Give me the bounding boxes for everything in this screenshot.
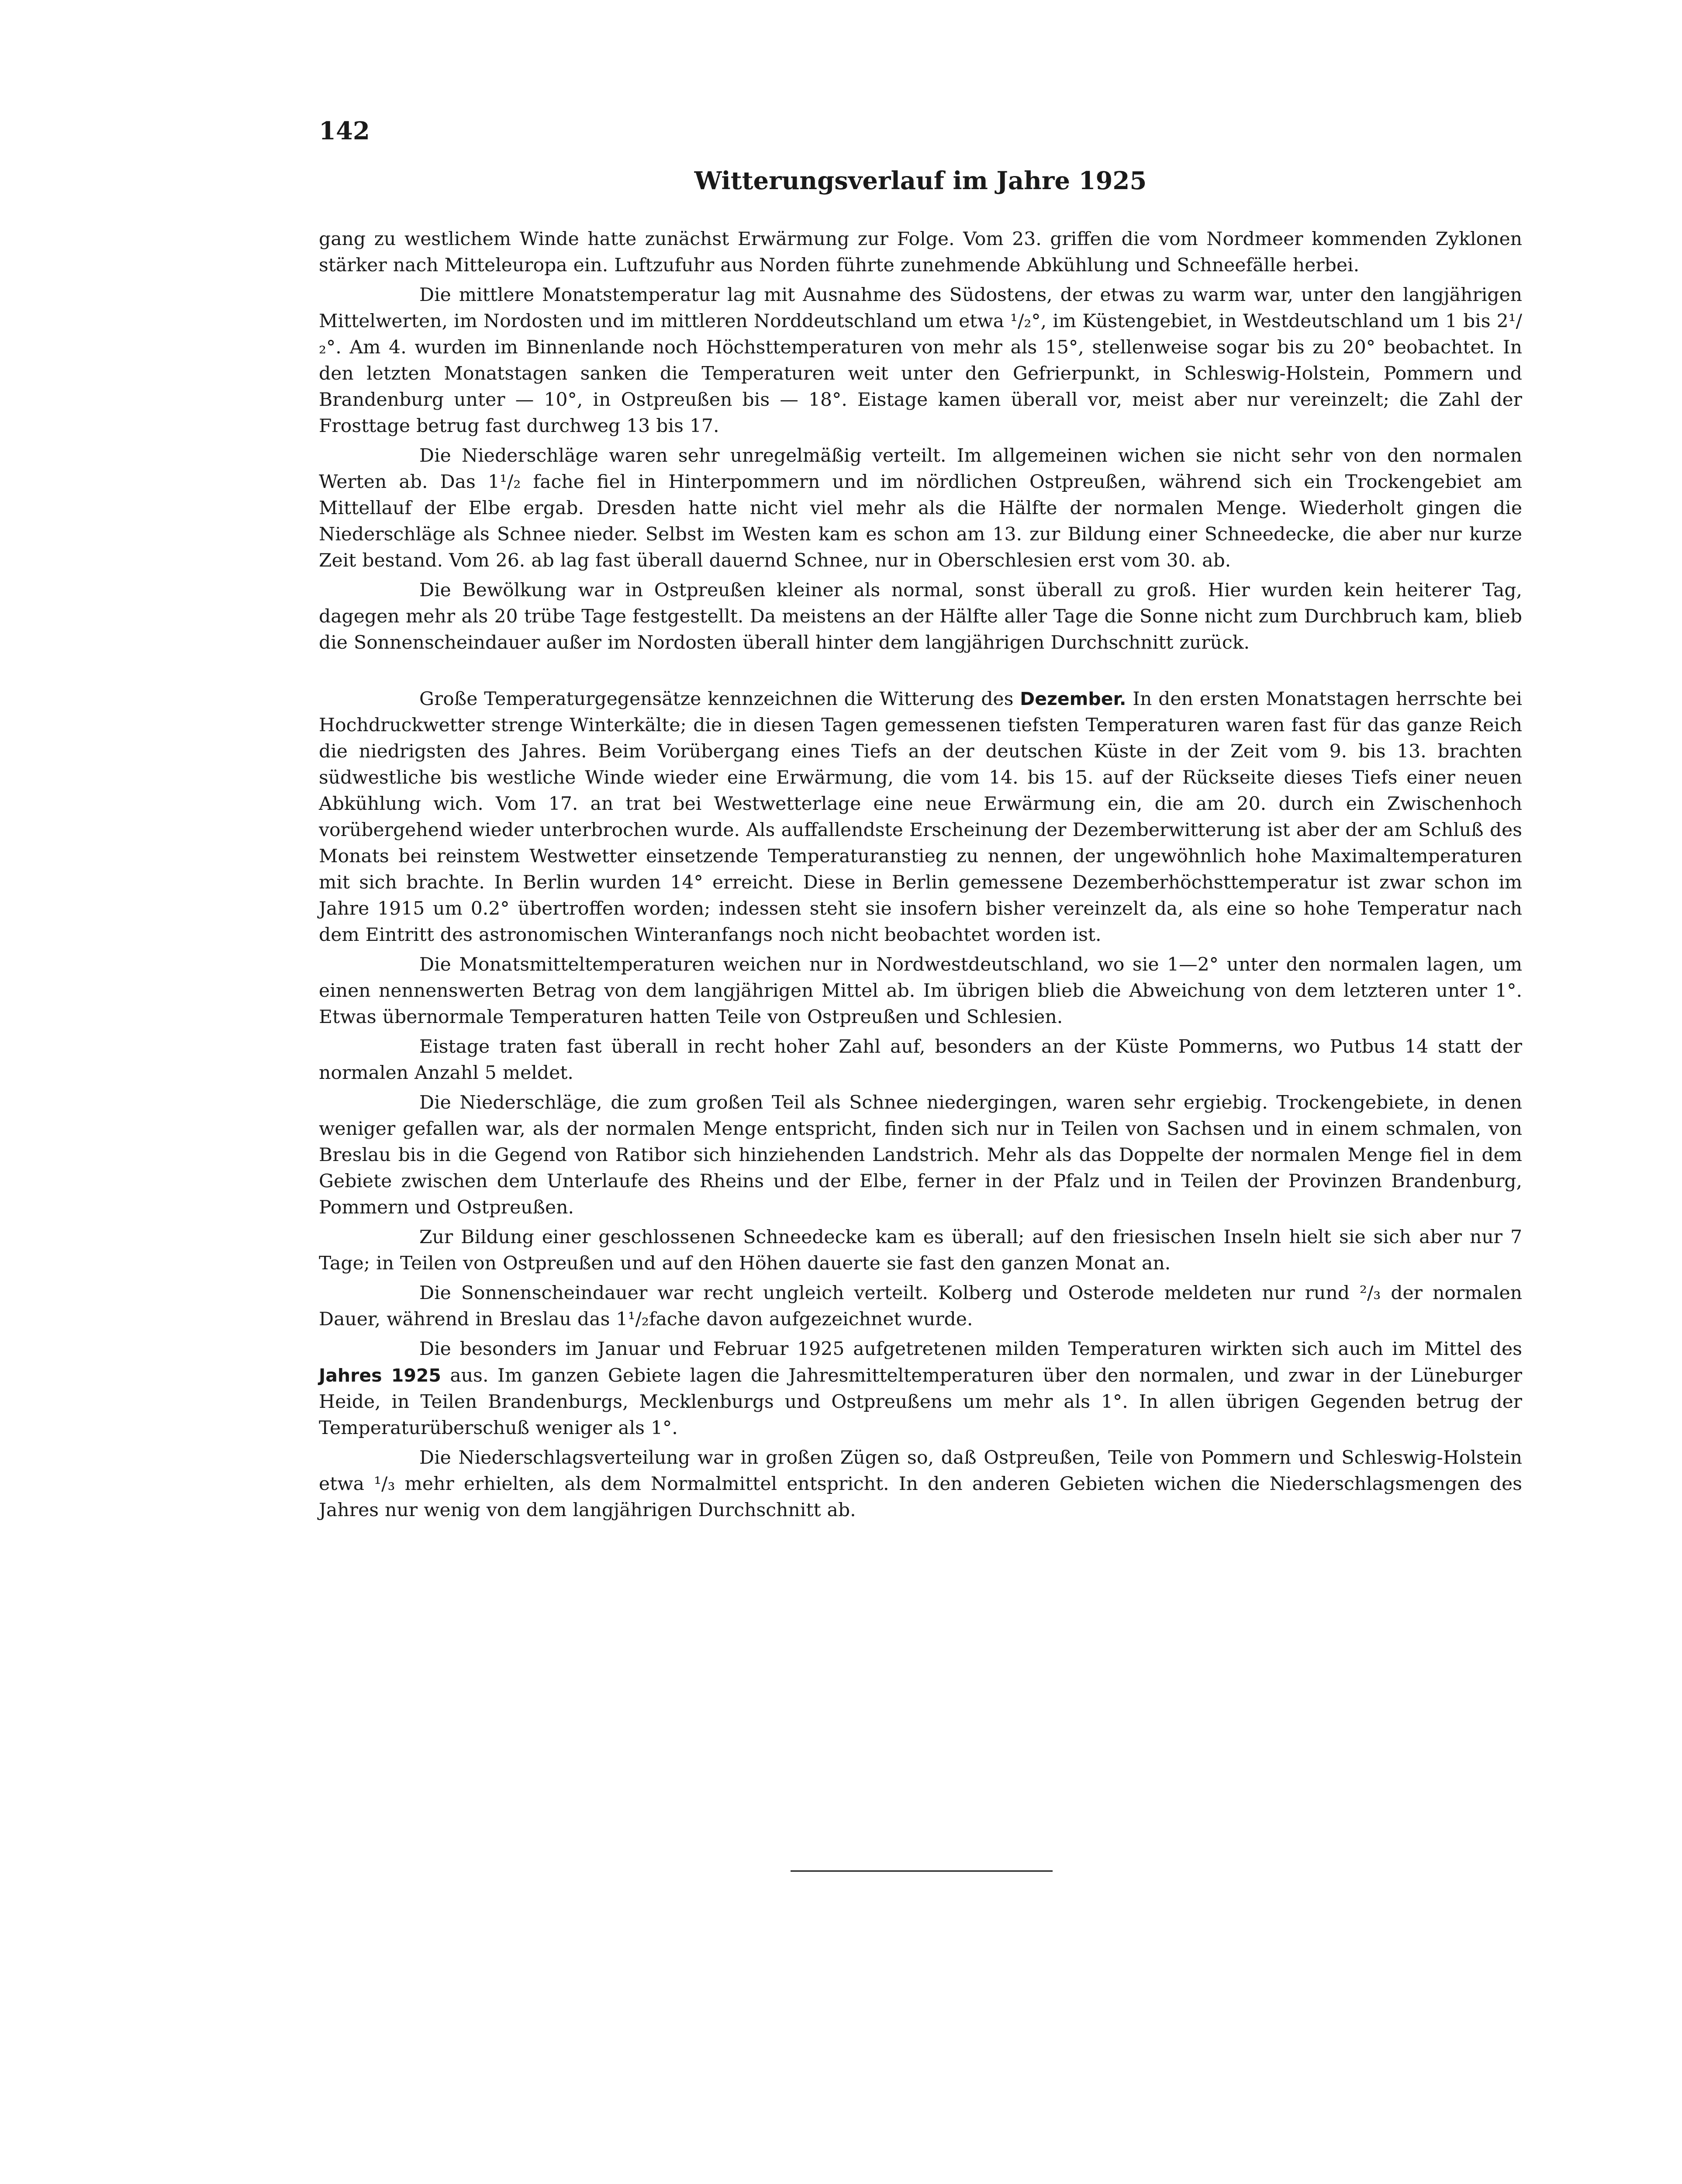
paragraph: Die Niederschlagsverteilung war in großen Zügen so, daß Ostpreußen, Teile von Pommern und Schleswig-Holstein etwa ¹/₃ mehr erhielten, als dem Normalmittel entspricht. In den anderen Gebieten wichen die Niederschlagsmengen des Jahres nur wenig von dem langjährigen Durchschnitt ab. (319, 1447, 1522, 1521)
paragraph: Die Sonnenscheindauer war recht ungleich verteilt. Kolberg und Osterode meldeten nur rund ²/₃ der normalen Dauer, während in Breslau das 1¹/₂fache davon aufgezeichnet wurde. (319, 1282, 1522, 1330)
paragraph-december (319, 686, 1522, 948)
paragraph: Eistage traten fast überall in recht hoher Zahl auf, besonders an der Küste Pommerns, wo Putbus 14 statt der normalen Anzahl 5 meldet. (319, 1036, 1522, 1084)
month-heading-dezember: Dezember. (1020, 688, 1126, 709)
paragraph-text: Große Temperaturgegensätze kennzeichnen die Witterung des (419, 688, 1020, 710)
paragraph-text: Die besonders im Januar und Februar 1925 aufgetretenen milden Temperaturen wirkten sich auch im Mittel des (419, 1338, 1522, 1360)
paragraph-text: In den ersten Monatstagen herrschte bei Hochdruckwetter strenge Winterkälte; die in diesen Tagen gemessenen tiefsten Temperaturen waren fast für das ganze Reich die niedrigsten des Jahres. Beim Vorübergang eines Tiefs an der deutschen Küste in der Zeit vom 9. bis 13. brachten südwestliche bis westliche Winde wieder eine Erwärmung, die vom 14. bis 15. auf der Rückseite dieses Tiefs einer neuen Abkühlung wich. Vom 17. an trat bei Westwetterlage eine neue Erwärmung ein, die am 20. durch ein Zwischenhoch vorübergehend wieder unterbrochen wurde. Als auffallendste Erscheinung der Dezemberwitterung ist aber der am Schluß des Monats bei reinstem Westwetter einsetzende Temperaturanstieg zu nennen, der ungewöhnlich hohe Maximaltemperaturen mit sich brachte. In Berlin wurden 14° erreicht. Diese in Berlin gemessene Dezemberhöchsttemperatur ist zwar schon im Jahre 1915 um 0.2° übertroffen worden; indessen steht sie insofern bisher vereinzelt da, als eine so hohe Temperatur nach dem Eintritt des astronomischen Winteranfangs noch nicht beobachtet worden ist. (319, 688, 1522, 946)
body-text (319, 226, 1522, 1527)
paragraph: gang zu westlichem Winde hatte zunächst Erwärmung zur Folge. Vom 23. griffen die vom Nordmeer kommenden Zyklonen stärker nach Mitteleuropa ein. Luftzufuhr aus Norden führte zunehmende Abkühlung und Schneefälle herbei. (319, 228, 1522, 276)
paragraph: Zur Bildung einer geschlossenen Schneedecke kam es überall; auf den friesischen Inseln hielt sie sich aber nur 7 Tage; in Teilen von Ostpreußen und auf den Höhen dauerte sie fast den ganzen Monat an. (319, 1227, 1522, 1274)
page-title: Witterungsverlauf im Jahre 1925 (694, 166, 1147, 195)
paragraph: Die Bewölkung war in Ostpreußen kleiner als normal, sonst überall zu groß. Hier wurden kein heiterer Tag, dagegen mehr als 20 trübe Tage festgestellt. Da meistens an der Hälfte aller Tage die Sonne nicht zum Durchbruch kam, blieb die Sonnenscheindauer außer im Nordosten überall hinter dem langjährigen Durchschnitt zurück. (319, 580, 1522, 653)
page-number: 142 (319, 117, 370, 145)
paragraph: Die Niederschläge waren sehr unregelmäßig verteilt. Im allgemeinen wichen sie nicht sehr von den normalen Werten ab. Das 1¹/₂ fache fiel in Hinterpommern und im nördlichen Ostpreußen, während sich ein Trockengebiet am Mittellauf der Elbe ergab. Dresden hatte nicht viel mehr als die Hälfte der normalen Menge. Wiederholt gingen die Niederschläge als Schnee nieder. Selbst im Westen kam es schon am 13. zur Bildung einer Schneedecke, die aber nur kurze Zeit bestand. Vom 26. ab lag fast überall dauernd Schnee, nur in Oberschlesien erst vom 30. ab. (319, 445, 1522, 571)
paragraph: Die Niederschläge, die zum großen Teil als Schnee niedergingen, waren sehr ergiebig. Trockengebiete, in denen weniger gefallen war, als der normalen Menge entspricht, finden sich nur in Teilen von Sachsen und in einem schmalen, von Breslau bis in die Gegend von Ratibor sich hinziehenden Landstrich. Mehr als das Doppelte der normalen Menge fiel in dem Gebiete zwischen dem Unterlaufe des Rheins und der Elbe, ferner in der Pfalz und in Teilen der Provinzen Brandenburg, Pommern und Ostpreußen. (319, 1092, 1522, 1218)
paragraph-text: aus. Im ganzen Gebiete lagen die Jahresmitteltemperaturen über den normalen, und zwar in der Lüneburger Heide, in Teilen Brandenburgs, Mecklenburgs und Ostpreußens um mehr als 1°. In allen übrigen Gegenden betrug der Temperaturüberschuß weniger als 1°. (319, 1365, 1522, 1439)
paragraph: Die Monatsmitteltemperaturen weichen nur in Nordwestdeutschland, wo sie 1—2° unter den normalen lagen, um einen nennenswerten Betrag von dem langjährigen Mittel ab. Im übrigen blieb die Abweichung von dem letzteren unter 1°. Etwas übernormale Temperaturen hatten Teile von Ostpreußen und Schlesien. (319, 954, 1522, 1028)
paragraph: Die mittlere Monatstemperatur lag mit Ausnahme des Südostens, der etwas zu warm war, unter den langjährigen Mittelwerten, im Nordosten und im mittleren Norddeutschland um etwa ¹/₂°, im Küstengebiet, in Westdeutschland um 1 bis 2¹/₂°. Am 4. wurden im Binnenlande noch Höchsttemperaturen von mehr als 15°, stellenweise sogar bis zu 20° beobachtet. In den letzten Monatstagen sanken die Temperaturen weit unter den Gefrierpunkt, in Schleswig-Holstein, Pommern und Brandenburg unter — 10°, in Ostpreußen bis — 18°. Eistage kamen überall vor, meist aber nur vereinzelt; die Zahl der Frosttage betrug fast durchweg 13 bis 17. (319, 284, 1522, 437)
year-heading: Jahres 1925 (319, 1365, 441, 1386)
end-rule (791, 1870, 1053, 1872)
paragraph-year (319, 1336, 1522, 1441)
